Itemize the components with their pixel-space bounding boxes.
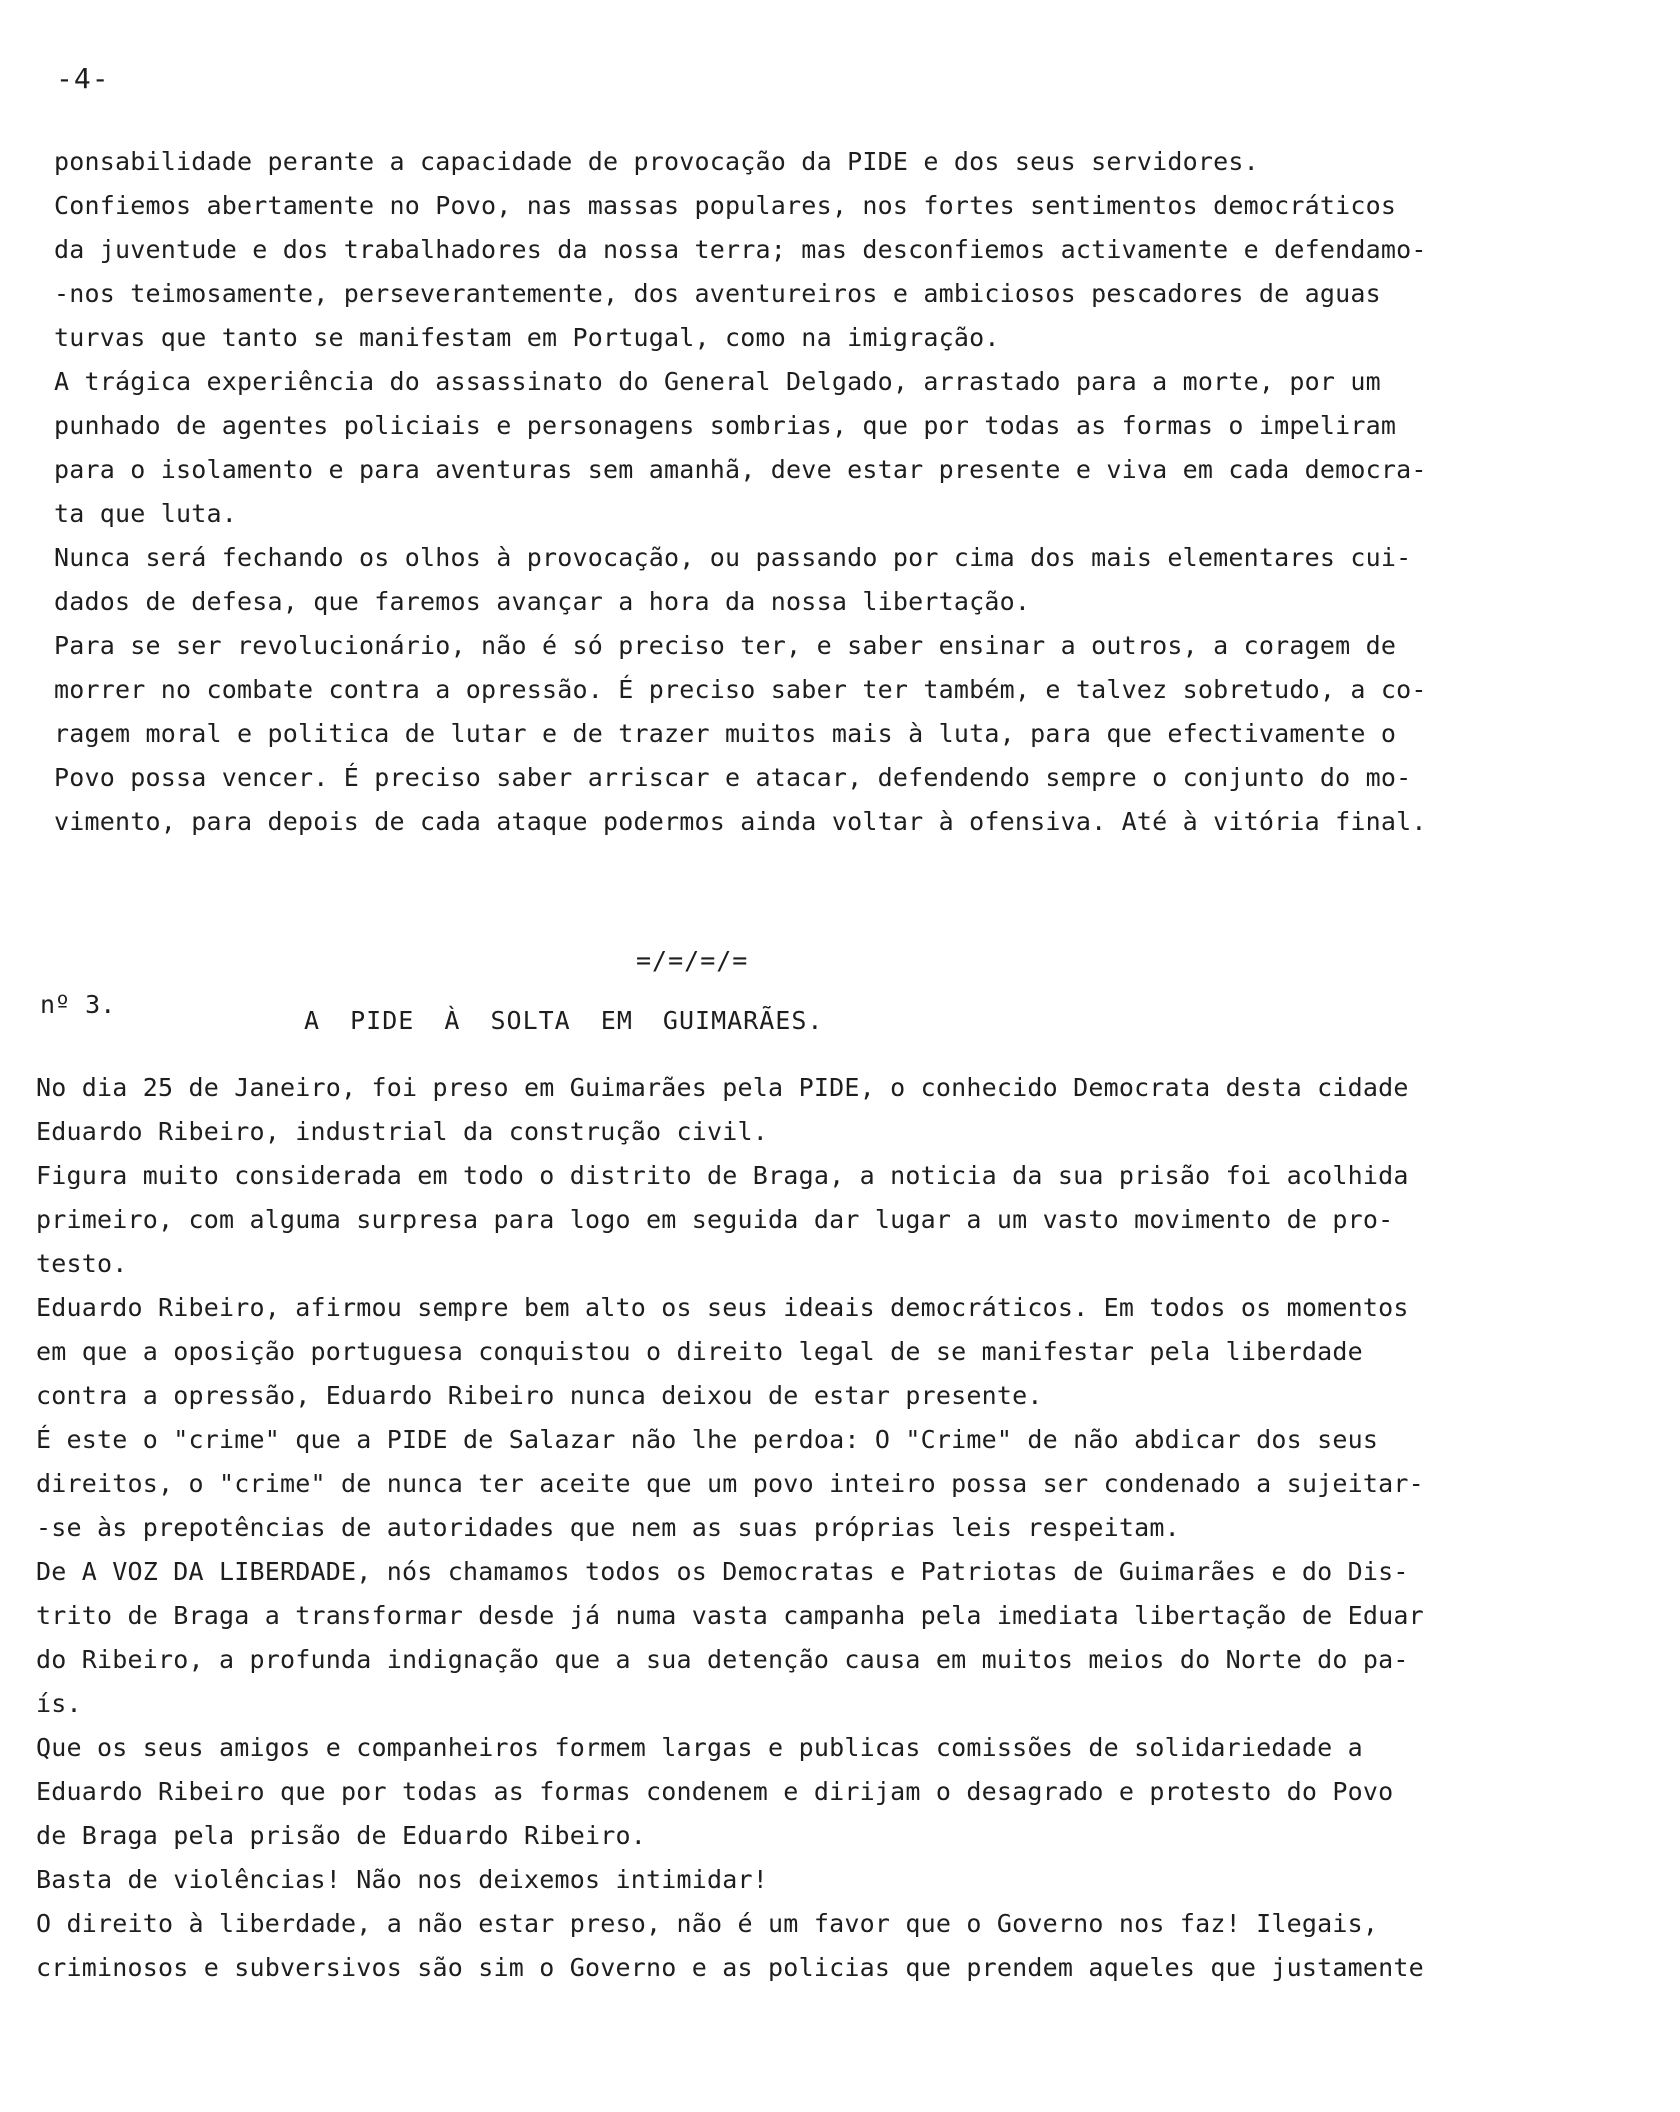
text-line: -se às prepotências de autoridades que nem as suas próprias leis respeitam.: [36, 1513, 1180, 1542]
text-line: De A VOZ DA LIBERDADE, nós chamamos todos os Democratas e Patriotas de Guimarães e do Dis-: [36, 1557, 1409, 1586]
section-title: A PIDE À SOLTA EM GUIMARÃES.: [304, 1006, 824, 1035]
text-line: Eduardo Ribeiro que por todas as formas condenem e dirijam o desagrado e protesto do Povo: [36, 1777, 1394, 1806]
text-line: A trágica experiência do assassinato do General Delgado, arrastado para a morte, por um: [54, 367, 1381, 396]
text-line: ponsabilidade perante a capacidade de provocação da PIDE e dos seus servidores.: [54, 147, 1259, 176]
text-line: em que a oposição portuguesa conquistou o direito legal de se manifestar pela liberdade: [36, 1337, 1363, 1366]
text-line: dados de defesa, que faremos avançar a hora da nossa libertação.: [54, 587, 1031, 616]
text-block-article: [36, 1066, 1476, 1990]
text-line: punhado de agentes policiais e personagens sombrias, que por todas as formas o impeliram: [54, 411, 1397, 440]
text-line: ís.: [36, 1689, 82, 1718]
text-line: Povo possa vencer. É preciso saber arriscar e atacar, defendendo sempre o conjunto do mo-: [54, 763, 1412, 792]
text-line: turvas que tanto se manifestam em Portugal, como na imigração.: [54, 323, 1000, 352]
text-line: criminosos e subversivos são sim o Governo e as policias que prendem aqueles que justamente: [36, 1953, 1424, 1982]
text-line: Figura muito considerada em todo o distrito de Braga, a noticia da sua prisão foi acolhida: [36, 1161, 1409, 1190]
text-line: da juventude e dos trabalhadores da nossa terra; mas desconfiemos activamente e defendamo-: [54, 235, 1427, 264]
text-line: de Braga pela prisão de Eduardo Ribeiro.: [36, 1821, 647, 1850]
section-separator: =/=/=/=: [636, 946, 749, 975]
text-line: Que os seus amigos e companheiros formem largas e publicas comissões de solidariedade a: [36, 1733, 1363, 1762]
text-line: Confiemos abertamente no Povo, nas massas populares, nos fortes sentimentos democráticos: [54, 191, 1397, 220]
text-line: do Ribeiro, a profunda indignação que a sua detenção causa em muitos meios do Norte do pa-: [36, 1645, 1409, 1674]
text-line: vimento, para depois de cada ataque podermos ainda voltar à ofensiva. Até à vitória final.: [54, 807, 1427, 836]
section-number: nº 3.: [40, 990, 116, 1019]
text-line: Basta de violências! Não nos deixemos intimidar!: [36, 1865, 769, 1894]
page-number: -4-: [56, 62, 110, 95]
text-line: No dia 25 de Janeiro, foi preso em Guimarães pela PIDE, o conhecido Democrata desta cidade: [36, 1073, 1409, 1102]
text-line: ragem moral e politica de lutar e de trazer muitos mais à luta, para que efectivamente o: [54, 719, 1397, 748]
text-line: O direito à liberdade, a não estar preso, não é um favor que o Governo nos faz! Ilegais,: [36, 1909, 1379, 1938]
text-line: Eduardo Ribeiro, afirmou sempre bem alto os seus ideais democráticos. Em todos os momentos: [36, 1293, 1409, 1322]
text-line: para o isolamento e para aventuras sem amanhã, deve estar presente e viva em cada democra-: [54, 455, 1427, 484]
text-block-continuation: [54, 140, 1494, 844]
text-line: Para se ser revolucionário, não é só preciso ter, e saber ensinar a outros, a coragem de: [54, 631, 1397, 660]
text-line: morrer no combate contra a opressão. É preciso saber ter também, e talvez sobretudo, a co-: [54, 675, 1427, 704]
text-line: ta que luta.: [54, 499, 238, 528]
text-line: -nos teimosamente, perseverantemente, dos aventureiros e ambiciosos pescadores de aguas: [54, 279, 1381, 308]
text-line: É este o "crime" que a PIDE de Salazar não lhe perdoa: O "Crime" de não abdicar dos seus: [36, 1425, 1379, 1454]
text-line: direitos, o "crime" de nunca ter aceite que um povo inteiro possa ser condenado a sujeitar-: [36, 1469, 1424, 1498]
text-line: testo.: [36, 1249, 128, 1278]
text-line: Eduardo Ribeiro, industrial da construção civil.: [36, 1117, 769, 1146]
text-line: primeiro, com alguma surpresa para logo em seguida dar lugar a um vasto movimento de pro-: [36, 1205, 1394, 1234]
text-line: trito de Braga a transformar desde já numa vasta campanha pela imediata libertação de Eduar: [36, 1601, 1424, 1630]
text-line: contra a opressão, Eduardo Ribeiro nunca deixou de estar presente.: [36, 1381, 1043, 1410]
text-line: Nunca será fechando os olhos à provocação, ou passando por cima dos mais elementares cui-: [54, 543, 1412, 572]
